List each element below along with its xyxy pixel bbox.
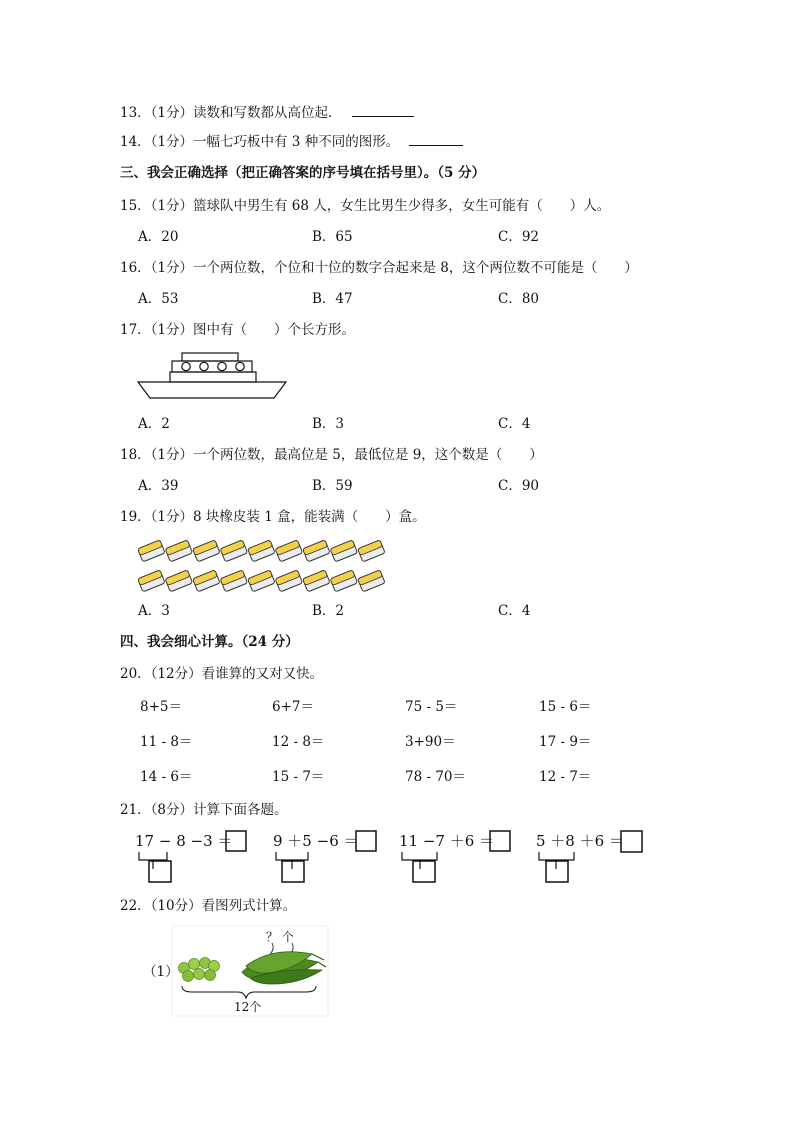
eraser-icon: [248, 570, 275, 592]
eraser-icon: [358, 540, 385, 562]
calc-item[interactable]: 11 - 8＝: [140, 734, 193, 750]
result-box[interactable]: [621, 831, 642, 852]
unknown-count-label: ？ 个: [266, 930, 294, 944]
porthole-circle: [182, 362, 190, 370]
eraser-icon: [165, 570, 192, 592]
expression-tree-1: [135, 828, 255, 886]
question-13: [120, 104, 414, 122]
result-box[interactable]: [356, 831, 376, 851]
expression-text: 17 − 8 −3 ＝: [135, 832, 233, 850]
question-16-text: 16．（1分）一个两位数，个位和十位的数字合起来是 8，这个两位数不可能是（ ）: [120, 260, 638, 276]
calc-item[interactable]: 6+7＝: [272, 699, 314, 715]
calc-item[interactable]: 75 - 5＝: [405, 699, 458, 715]
calc-item[interactable]: 78 - 70＝: [405, 769, 467, 785]
total-brace: [182, 986, 316, 998]
porthole-circle: [236, 362, 244, 370]
porthole-circle: [218, 362, 226, 370]
section-4-title: 四、我会细心计算。（24 分）: [120, 634, 299, 650]
calc-item[interactable]: 15 - 6＝: [539, 699, 592, 715]
eraser-icon: [330, 540, 357, 562]
ship-figure: [136, 350, 288, 402]
eraser-icon: [220, 540, 247, 562]
intermediate-box[interactable]: [413, 861, 435, 882]
q16-option-c[interactable]: C．80: [498, 291, 540, 307]
ship-top-rectangle: [182, 353, 238, 361]
calc-item[interactable]: 14 - 6＝: [140, 769, 193, 785]
eraser-icon: [358, 570, 385, 592]
eraser-icon: [303, 570, 330, 592]
eraser-icon: [193, 540, 220, 562]
expression-tree-3: [399, 828, 519, 886]
calc-item[interactable]: 15 - 7＝: [272, 769, 325, 785]
sub-question-label: （1）: [143, 964, 179, 980]
q19-option-b[interactable]: B．2: [312, 603, 345, 619]
question-17-text: 17．（1分）图中有（ ）个长方形。: [120, 322, 356, 338]
question-18-text: 18．（1分）一个两位数，最高位是 5，最低位是 9，这个数是（ ）: [120, 447, 543, 463]
section-3-title: 三、我会正确选择（把正确答案的序号填在括号里）。（5 分）: [120, 165, 486, 181]
q19-option-c[interactable]: C．4: [498, 603, 531, 619]
eraser-icon: [220, 570, 247, 592]
q18-option-c[interactable]: C．90: [498, 478, 540, 494]
calc-item[interactable]: 3+90＝: [405, 734, 456, 750]
q17-option-c[interactable]: C．4: [498, 416, 531, 432]
porthole-circle: [200, 362, 208, 370]
expression-text: 5 ＋8 ＋6 ＝: [536, 832, 624, 850]
q18-option-b[interactable]: B．59: [312, 478, 353, 494]
question-22-text: 22．（10分）看图列式计算。: [120, 898, 297, 914]
pea-pod-icon: [242, 952, 326, 984]
calc-item[interactable]: 8+5＝: [140, 699, 182, 715]
pea-figure: [172, 926, 328, 1016]
intermediate-box[interactable]: [282, 861, 304, 882]
total-count-label: 12个: [234, 1000, 262, 1014]
q15-option-c[interactable]: C．92: [498, 229, 540, 245]
ship-deck-rectangle: [170, 372, 256, 382]
question-15-text: 15．（1分）篮球队中男生有 68 人，女生比男生少得多，女生可能有（ ）人。: [120, 198, 611, 214]
answer-blank-14[interactable]: [409, 133, 463, 146]
ship-hull-trapezoid: [138, 382, 286, 398]
question-19-text: 19．（1分）8 块橡皮装 1 盒，能装满（ ）盒。: [120, 509, 426, 525]
intermediate-box[interactable]: [546, 861, 568, 882]
q16-option-b[interactable]: B．47: [312, 291, 353, 307]
question-20-text: 20．（12分）看谁算的又对又快。: [120, 666, 324, 682]
question-21-text: 21．（8分）计算下面各题。: [120, 802, 288, 818]
intermediate-box[interactable]: [149, 861, 171, 882]
eraser-icon: [275, 540, 302, 562]
pea-group-icon: [179, 958, 220, 982]
eraser-icon: [248, 540, 275, 562]
q16-option-a[interactable]: A．53: [138, 291, 179, 307]
q15-option-b[interactable]: B．65: [312, 229, 353, 245]
q17-option-b[interactable]: B．3: [312, 416, 345, 432]
bracket-line: [270, 943, 273, 954]
eraser-icon: [275, 570, 302, 592]
q19-option-a[interactable]: A．3: [138, 603, 170, 619]
question-14-text: 14．（1分）一幅七巧板中有 3 种不同的图形。: [120, 134, 400, 150]
expression-text: 9 ＋5 −6 ＝: [273, 832, 359, 850]
calc-item[interactable]: 12 - 8＝: [272, 734, 325, 750]
eraser-icon: [138, 540, 165, 562]
calc-item[interactable]: 17 - 9＝: [539, 734, 592, 750]
calc-item[interactable]: 12 - 7＝: [539, 769, 592, 785]
eraser-icon: [165, 540, 192, 562]
eraser-icon: [193, 570, 220, 592]
expression-text: 11 −7 ＋6 ＝: [399, 832, 495, 850]
question-13-text: 13．（1分）读数和写数都从高位起．: [120, 105, 342, 121]
expression-tree-2: [273, 828, 393, 886]
answer-blank-13[interactable]: [352, 104, 414, 117]
expression-tree-4: [536, 828, 656, 886]
eraser-icon: [330, 570, 357, 592]
q15-option-a[interactable]: A．20: [138, 229, 179, 245]
eraser-icon: [303, 540, 330, 562]
q17-option-a[interactable]: A．2: [138, 416, 170, 432]
question-14: [120, 133, 463, 151]
q18-option-a[interactable]: A．39: [138, 478, 179, 494]
eraser-icon: [138, 570, 165, 592]
eraser-grid: [136, 535, 388, 591]
